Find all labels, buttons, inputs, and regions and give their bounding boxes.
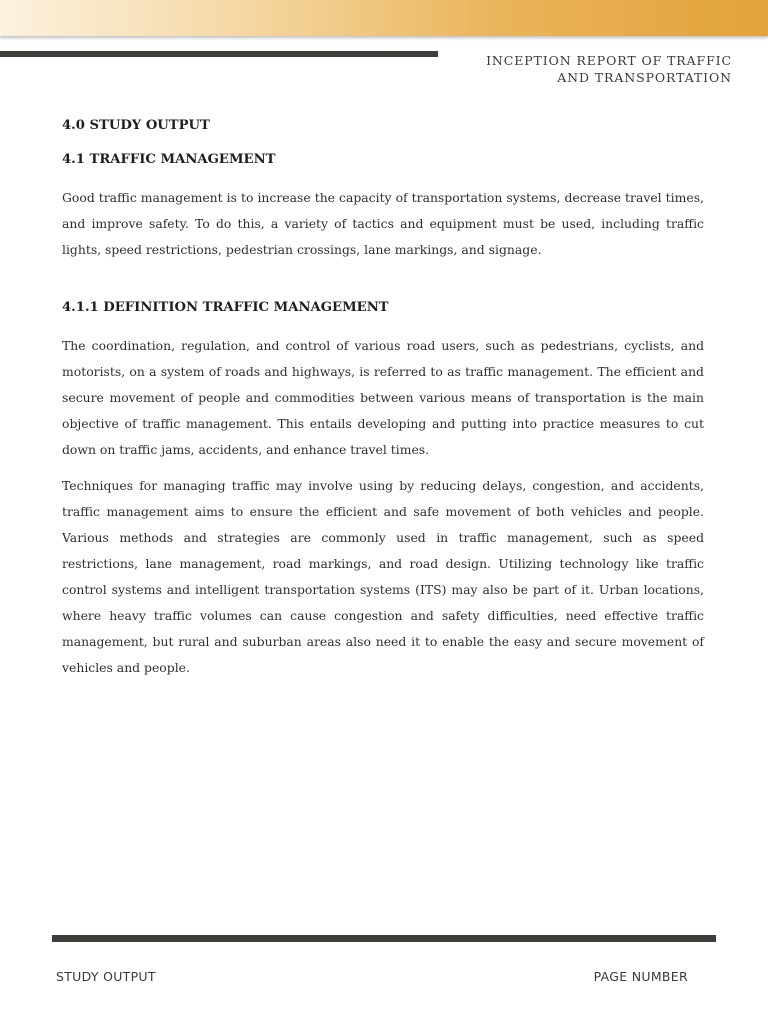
section-heading-study-output: 4.0 STUDY OUTPUT	[62, 118, 210, 133]
footer-rule	[52, 935, 716, 942]
section-heading-definition: 4.1.1 DEFINITION TRAFFIC MANAGEMENT	[62, 300, 389, 315]
header-rule	[0, 51, 438, 57]
report-title-line-1: INCEPTION REPORT OF TRAFFIC	[486, 53, 732, 68]
report-title	[412, 52, 732, 86]
report-title-line-2: AND TRANSPORTATION	[557, 70, 732, 85]
header-color-band	[0, 0, 768, 36]
page-content	[62, 118, 704, 691]
paragraph-techniques: Techniques for managing traffic may involve using by reducing delays, congestion, and accidents, traffic management aims to ensure the efficient and safe movement of both vehicles and people. Various methods and strategies are commonly used in traffic management, such as speed restrictions, lane management, road markings, and road design. Utilizing technology like traffic control systems and intelligent transportation systems (ITS) may also be part of it. Urban locations, where heavy traffic volumes can cause congestion and safety difficulties, need effective traffic management, but rural and suburban areas also need it to enable the easy and secure movement of vehicles and people.	[62, 478, 704, 675]
footer-section-label: STUDY OUTPUT	[56, 969, 156, 984]
paragraph-definition: The coordination, regulation, and control of various road users, such as pedestrians, cyclists, and motorists, on a system of roads and highways, is referred to as traffic management. The efficient and secure movement of people and commodities between various means of transportation is the main objective of traffic management. This entails developing and putting into practice measures to cut down on traffic jams, accidents, and enhance travel times.	[62, 338, 704, 457]
section-heading-traffic-management: 4.1 TRAFFIC MANAGEMENT	[62, 152, 276, 167]
footer-page-number: PAGE NUMBER	[593, 969, 688, 984]
paragraph-traffic-management: Good traffic management is to increase the capacity of transportation systems, decrease travel times, and improve safety. To do this, a variety of tactics and equipment must be used, including traffic lights, speed restrictions, pedestrian crossings, lane markings, and signage.	[62, 190, 704, 257]
